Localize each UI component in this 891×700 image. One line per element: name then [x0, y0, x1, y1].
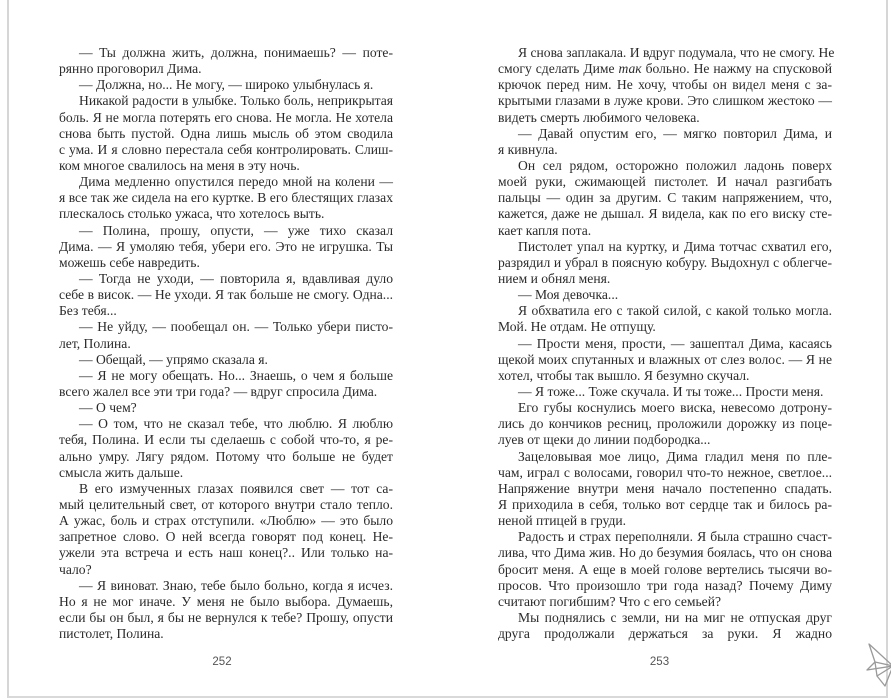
text-line: неной птицей в груди.	[498, 513, 627, 529]
text-line: рянно проговорил Дима.	[59, 61, 202, 77]
text-line: запретное слово. О ней всегда говорят под конец. Не-	[59, 529, 393, 545]
text-line: просов. Что произошло три года назад? Почему Диму	[498, 577, 832, 593]
text-line: — Полина, прошу, опусти, — уже тихо сказал	[79, 222, 393, 238]
text-line: лись до кончиков ресниц, проложили дорожку из поце-	[498, 416, 832, 432]
text-line: нием и обнял меня.	[498, 270, 611, 286]
text-line: ужели эта встреча и есть наш конец?.. Или только на-	[59, 545, 393, 561]
text-line: чам, играл с волосами, говорил что-то нежное, светлое...	[498, 464, 832, 480]
text-line: с ума. И я словно перестала себя контролировать. Слиш-	[59, 141, 393, 157]
text-line: смогу сделать Диме так больно. Не нажму на спусковой	[498, 61, 832, 77]
text-line: ком многое свалилось на меня в эту ночь.	[59, 157, 300, 173]
text-line: — Я виноват. Знаю, тебе было больно, когда я исчез.	[79, 577, 393, 593]
text-line: — О чем?	[79, 400, 137, 416]
text-line: боль. Я не могла потерять его снова. Не могла. Не хотела	[59, 109, 393, 125]
book-spread	[7, 0, 888, 698]
text-line: — Должна, но... Не могу, — широко улыбнулась я.	[79, 77, 374, 93]
text-line: хотел, чтобы так вышло. Я безумно скучал.	[498, 367, 750, 383]
text-line: пистолет, Полина.	[59, 626, 164, 642]
text-line: кажется, даже не дышал. Я видела, как по его виску сте-	[498, 206, 832, 222]
left-page	[9, 0, 447, 696]
text-line: Мой. Не отдам. Не отпущу.	[498, 319, 656, 335]
text-line: лива, что Дима жив. Но до безумия боялась, что он снова	[498, 545, 832, 561]
text-line: Никакой радости в улыбке. Только боль, неприкрытая	[79, 93, 393, 109]
right-page-text	[498, 45, 835, 642]
page-number-left: 252	[212, 656, 232, 668]
text-line: себе в висок. — Не уходи. Я так больше не смогу. Одна...	[59, 287, 393, 303]
text-line: — Тогда не уходи, — повторила я, вдавливая дуло	[79, 270, 393, 286]
text-line: снова быть пустой. Одна лишь мысль об этом сводила	[59, 125, 393, 141]
text-line: смысла жить дальше.	[59, 464, 184, 480]
text-line: пальцы — один за другим. С таким напряжением, что,	[498, 190, 832, 206]
text-line: Я приходила в себя, только вот сердце так и билось ра-	[498, 496, 832, 512]
text-line: друга продолжали держаться за руки. Я жадно	[498, 626, 832, 642]
text-line: Я снова заплакала. И вдруг подумала, что не смогу. Не	[518, 45, 835, 60]
text-line: моей руки, сжимающей пистолет. И начал разгибать	[498, 174, 832, 190]
text-line: лет, Полина.	[59, 335, 131, 351]
text-line: Мы поднялись с земли, ни на миг не отпуская друг	[518, 609, 832, 625]
text-line: — Обещай, — упрямо сказала я.	[79, 351, 268, 367]
text-line: — Давай опустим его, — мягко повторил Дима, и	[518, 125, 832, 141]
text-line: Я обхватила его с такой силой, с какой только могла.	[518, 303, 832, 319]
text-line: луев от щеки до линии подбородка...	[498, 432, 711, 448]
text-line: мый целительный свет, от которого внутри стало тепло.	[59, 496, 393, 512]
text-line: разрядил и убрал в поясную кобуру. Выдохнул с облегче-	[498, 254, 832, 270]
text-line: Пистолет упал на куртку, и Дима тотчас схватил его,	[518, 238, 832, 254]
text-line: — Моя девочка...	[518, 287, 619, 303]
text-line: плескалось столько ужаса, что хотелось выть.	[59, 206, 325, 222]
paper-plane-icon[interactable]	[865, 642, 891, 688]
text-line: кает капля пота.	[498, 222, 592, 238]
text-line: чало?	[59, 561, 92, 577]
right-page	[447, 0, 886, 696]
text-line: я кивнула.	[498, 141, 558, 157]
left-page-text	[59, 45, 393, 642]
text-line: Но я не мог иначе. У меня не было выбора. Думаешь,	[59, 593, 393, 609]
text-line: считают погибшим? Что с его семьей?	[498, 593, 722, 609]
text-line: всего жалел все эти три года? — вдруг спросила Дима.	[59, 383, 378, 399]
text-line: — О том, что не сказал тебе, что люблю. Я люблю	[79, 416, 393, 432]
text-line: — Ты должна жить, должна, понимаешь? — поте-	[79, 45, 393, 60]
text-line: тебя, Полина. И если ты сделаешь с собой что-то, я ре-	[59, 432, 393, 448]
text-line: можешь себе навредить.	[59, 254, 200, 270]
text-line: бросит меня. А еще в моей голове вертелись тысячи во-	[498, 561, 832, 577]
text-line: — Я тоже... Тоже скучала. И ты тоже... Прости меня.	[518, 383, 824, 399]
page-number-right: 253	[649, 656, 670, 668]
text-line: ально умру. Лягу рядом. Потому что больше не будет	[59, 448, 393, 464]
text-line: — Я не могу обещать. Но... Знаешь, о чем я больше	[79, 367, 393, 383]
text-line: А ужас, боль и страх отступили. «Люблю» — это было	[59, 513, 393, 529]
text-line: Без тебя...	[59, 303, 117, 319]
text-line: видеть смерть любимого человека.	[498, 109, 700, 125]
text-line: Его губы коснулись моего виска, невесомо дотрону-	[518, 400, 832, 416]
text-line: Радость и страх переполняли. Я была страшно счаст-	[518, 529, 832, 545]
text-line: В его измученных глазах появился свет — тот са-	[79, 480, 393, 496]
text-line: Он сел рядом, осторожно положил ладонь поверх	[518, 157, 832, 173]
text-line: Дима. — Я умоляю тебя, убери его. Это не игрушка. Ты	[59, 238, 393, 254]
text-line: я все так же сидела на его куртке. В его блестящих глазах	[59, 190, 393, 206]
text-line: щекой моих спутанных и влажных от слез волос. — Я не	[498, 351, 832, 367]
text-line: Зацеловывая мое лицо, Дима гладил меня по пле-	[518, 448, 832, 464]
text-line: крючок перед ним. Не хочу, чтобы он видел меня с за-	[498, 77, 832, 93]
emphasis-text: так	[618, 61, 642, 77]
text-line: крытыми глазами в луже крови. Это слишком жестоко —	[498, 93, 832, 109]
text-line: Дима медленно опустился передо мной на колени —	[79, 174, 393, 190]
text-line: если бы он был, я бы не вернулся к тебе? Прошу, опусти	[59, 609, 393, 625]
text-line: Напряжение внутри меня начало постепенно спадать.	[498, 480, 832, 496]
text-line: — Не уйду, — пообещал он. — Только убери писто-	[79, 319, 393, 335]
text-line: — Прости меня, прости, — зашептал Дима, касаясь	[518, 335, 832, 351]
